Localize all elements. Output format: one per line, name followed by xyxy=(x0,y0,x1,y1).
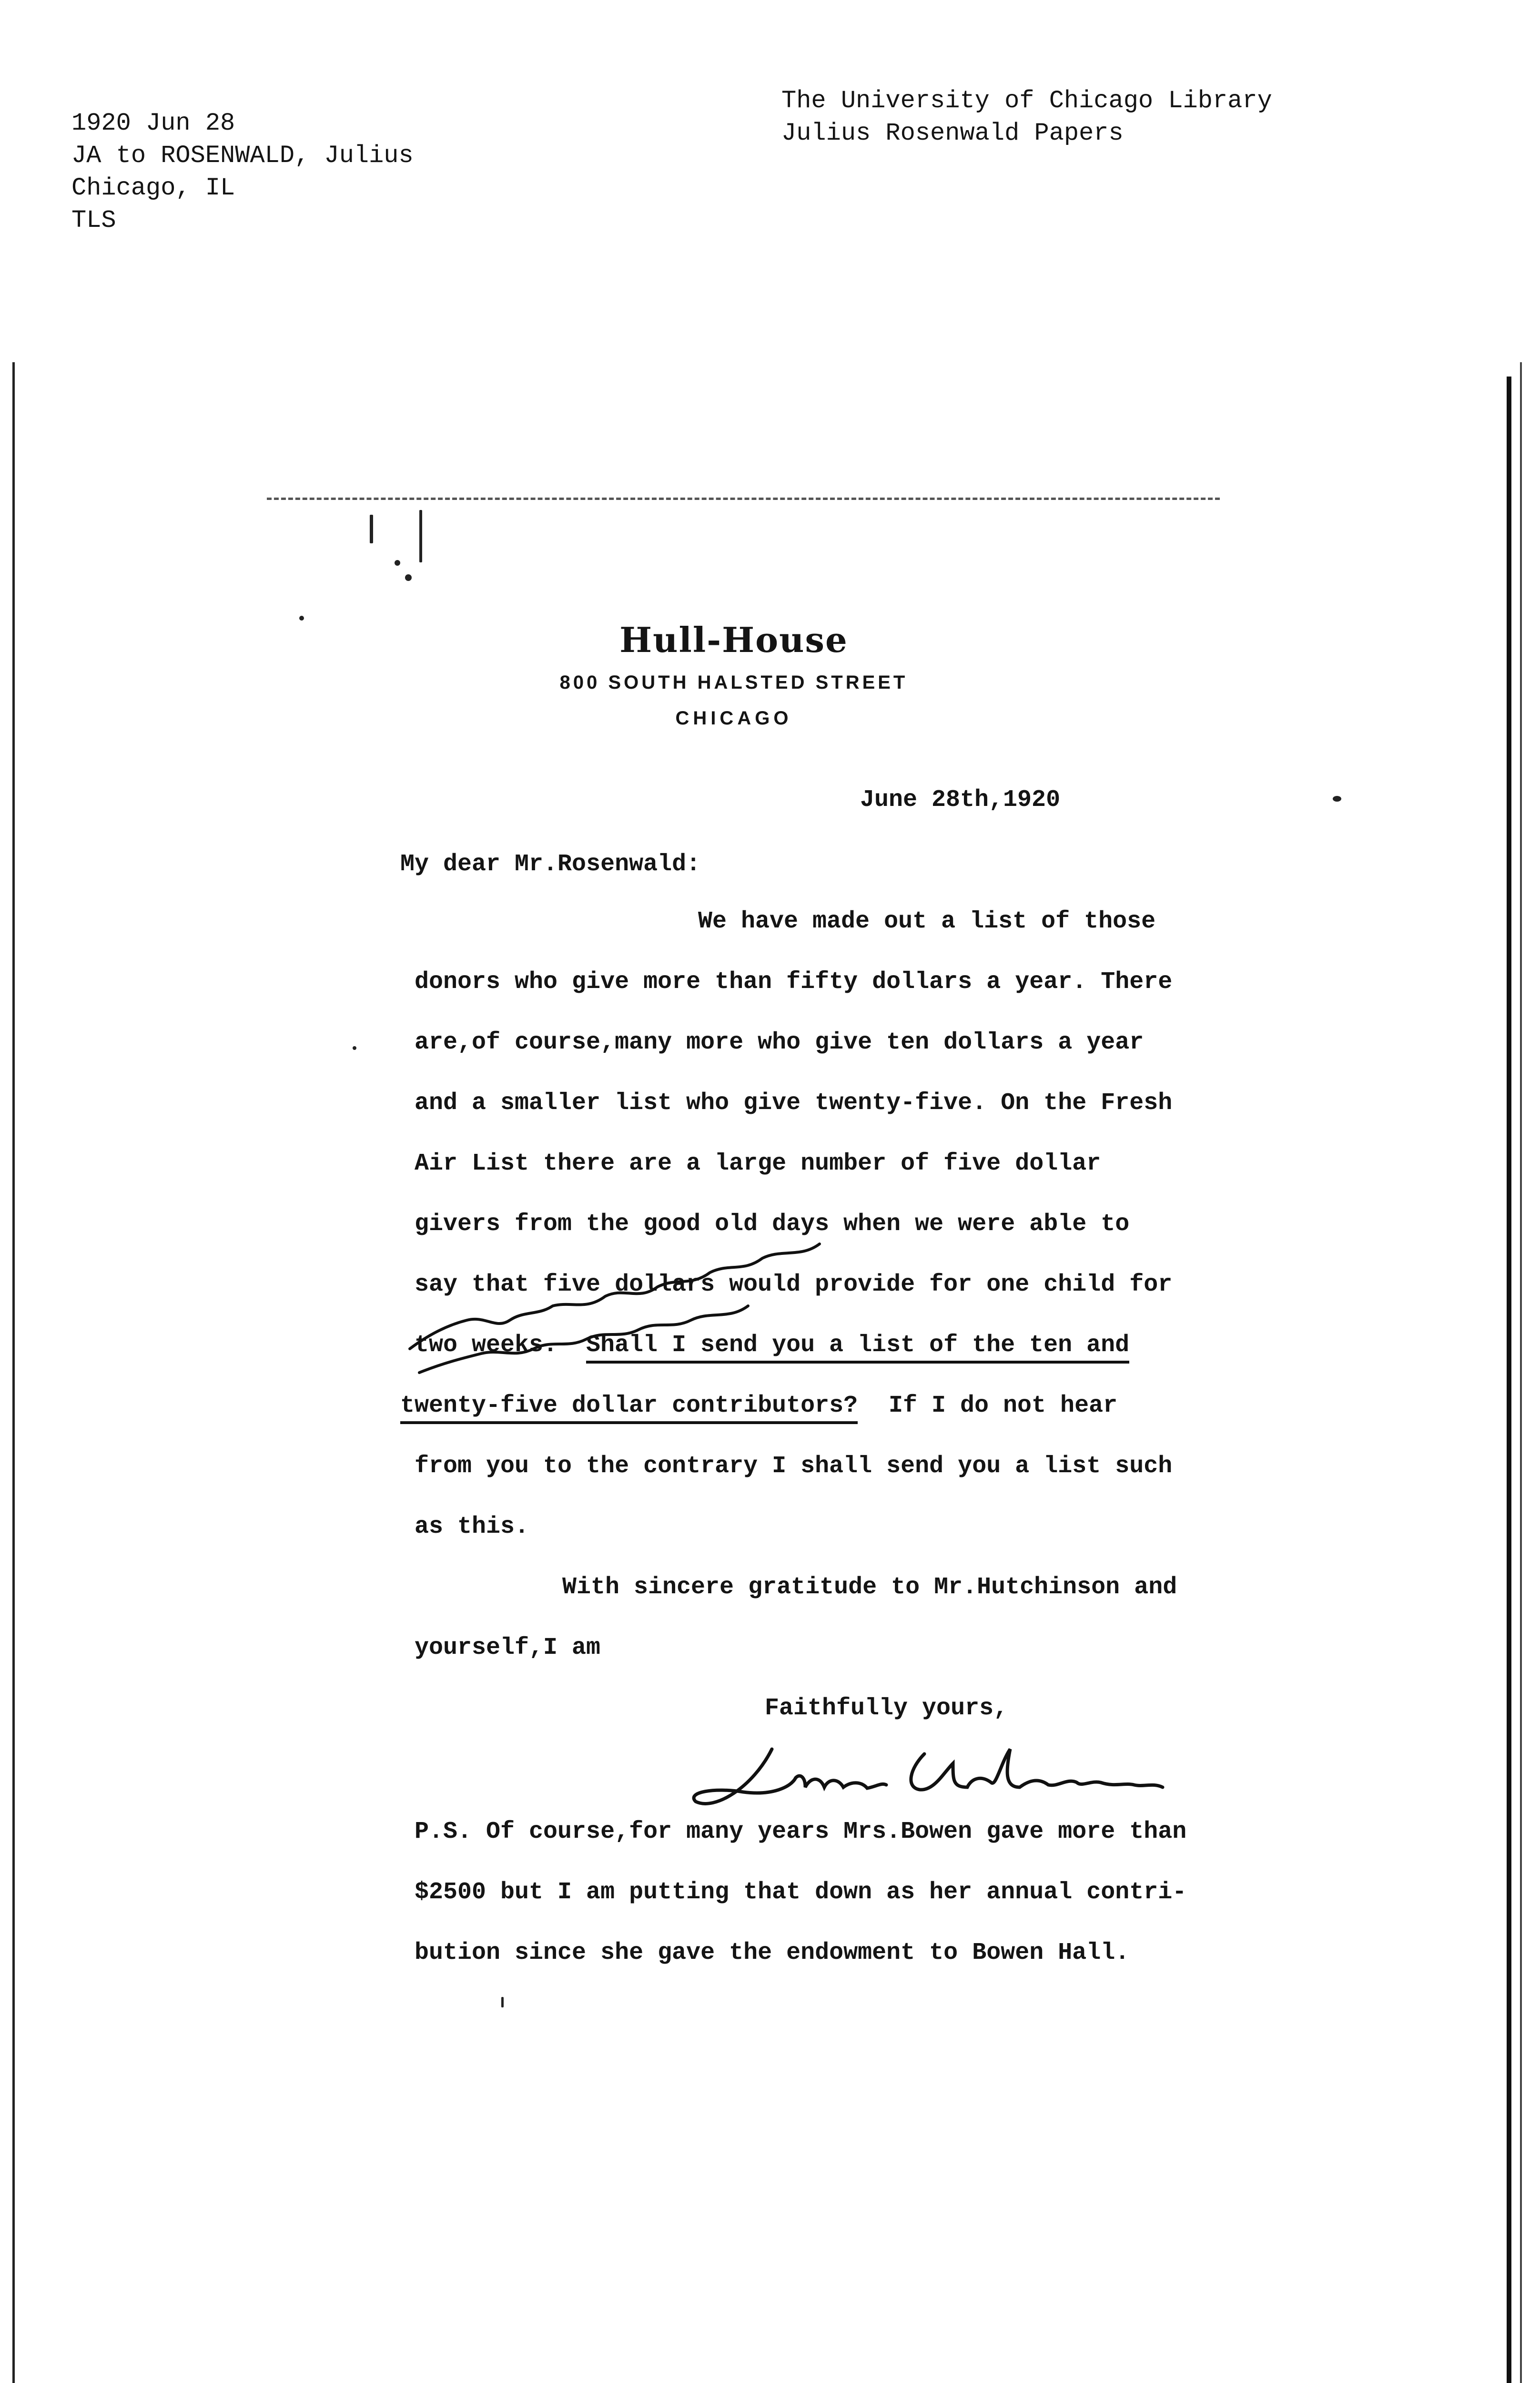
closing-line: With sincere gratitude to Mr.Hutchinson and xyxy=(562,1574,1177,1601)
body-line: and a smaller list who give twenty-five. On the Fresh xyxy=(415,1090,1173,1117)
complimentary-close: Faithfully yours, xyxy=(765,1695,1008,1722)
margin-note-scribble xyxy=(400,1230,877,1382)
library-collection: Julius Rosenwald Papers xyxy=(781,119,1124,147)
scan-edge-right xyxy=(1507,377,1511,2383)
scan-speck xyxy=(299,616,304,621)
salutation: My dear Mr.Rosenwald: xyxy=(400,851,701,878)
body-line: say that five dollars would provide for one child for xyxy=(415,1271,1173,1298)
archive-type: TLS xyxy=(71,206,116,234)
scan-speck xyxy=(419,510,422,562)
page-fold-line xyxy=(267,498,1220,500)
scan-edge-right-inner xyxy=(1520,362,1522,2383)
letterhead-city: CHICAGO xyxy=(675,708,792,729)
closing-line: yourself,I am xyxy=(415,1634,601,1661)
scan-speck xyxy=(370,515,373,543)
postscript-line: bution since she gave the endowment to Bowen Hall. xyxy=(415,1939,1130,1966)
letter-date: June 28th,1920 xyxy=(860,786,1061,814)
body-line: two weeks. xyxy=(415,1332,558,1359)
archive-date: 1920 Jun 28 xyxy=(71,109,235,137)
library-name: The University of Chicago Library xyxy=(781,87,1272,115)
margin-note xyxy=(400,1230,877,1382)
letterhead-name: Hull-House xyxy=(619,620,848,660)
archive-correspondents: JA to ROSENWALD, Julius xyxy=(71,142,414,170)
body-line: givers from the good old days when we were able to xyxy=(415,1211,1130,1238)
body-line: as this. xyxy=(415,1513,529,1540)
scan-speck xyxy=(405,574,412,581)
body-line: If I do not hear xyxy=(889,1392,1118,1419)
letterhead-street: 800 SOUTH HALSTED STREET xyxy=(559,672,908,693)
postscript-line: P.S. Of course,for many years Mrs.Bowen gave more than xyxy=(415,1818,1187,1845)
archive-place: Chicago, IL xyxy=(71,174,235,202)
underlined-question: twenty-five dollar contributors? xyxy=(400,1392,858,1424)
scan-speck xyxy=(395,560,400,566)
library-block xyxy=(781,85,1272,150)
scan-speck xyxy=(1333,796,1341,802)
body-line: Air List there are a large number of five dollar xyxy=(415,1150,1101,1177)
signature-scribble xyxy=(686,1735,1182,1821)
body-line: from you to the contrary I shall send you a list such xyxy=(415,1453,1173,1480)
body-line: We have made out a list of those xyxy=(698,908,1156,935)
scan-speck xyxy=(353,1046,356,1050)
archive-metadata xyxy=(71,107,414,237)
body-line: donors who give more than fifty dollars a year. There xyxy=(415,968,1173,996)
body-line: are,of course,many more who give ten dollars a year xyxy=(415,1029,1144,1056)
underlined-question: Shall I send you a list of the ten and xyxy=(586,1332,1129,1364)
postscript-line: $2500 but I am putting that down as her annual contri- xyxy=(415,1879,1187,1906)
scan-edge-left xyxy=(12,362,15,2383)
scan-speck xyxy=(501,1997,504,2007)
signature xyxy=(686,1735,1182,1821)
